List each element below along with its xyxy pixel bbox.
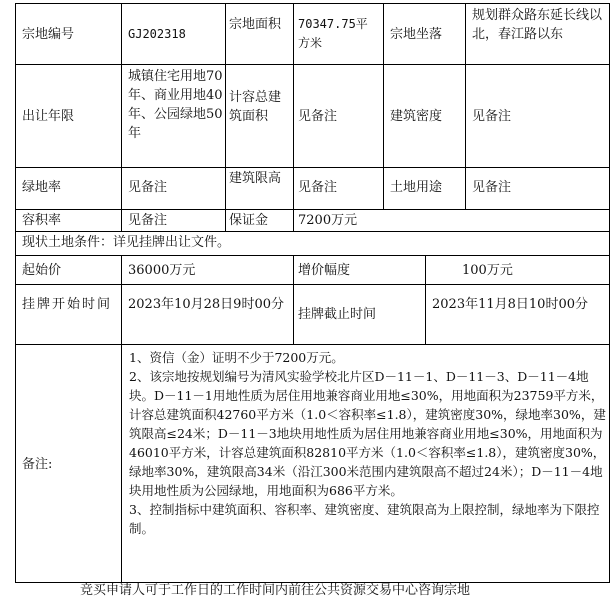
rule: [425, 255, 426, 345]
rule: [465, 3, 466, 210]
rule: [293, 255, 294, 345]
plot-ratio-label: 容积率: [22, 213, 62, 228]
rule: [15, 255, 610, 256]
rule: [121, 255, 122, 345]
rule: [293, 3, 294, 231]
floor-area-value: 见备注: [298, 109, 338, 124]
floor-area-label: 计容总建筑面积: [229, 90, 282, 124]
rule: [225, 3, 226, 231]
green-ratio-value: 见备注: [128, 180, 168, 195]
bid-increment-label: 增价幅度: [298, 263, 351, 278]
listing-start-label: 挂牌开始时间: [22, 297, 113, 312]
listing-end-label: 挂牌截止时间: [298, 307, 377, 322]
height-limit-value: 见备注: [298, 180, 338, 195]
building-density-value: 见备注: [472, 109, 512, 124]
land-use-label: 土地用途: [390, 180, 443, 195]
remark-item-2: 2、该宗地按规划编号为清风实验学校北片区D－11－1、D－11－3、D－11－4地块。D－11－1用地性质为居住用地兼容商业用地≤30%，用地面积为23759平方米，计容总建筑面积42760平方米（1.0＜容积率≤1.8），建筑密度30%，绿地率30%，建筑限高≤24米；D－11－3地块用地性质为居住用地兼容商业用地≤30%，用地面积为46010平方米，计容总建筑面积82810平方米（1.0＜容积率≤1.8），建筑密度30%，绿地率30%，建筑限高34米（沿江300米范围内建筑限高不超过24米）；D－11－4地块用地性质为公园绿地，用地面积为686平方米。: [129, 369, 606, 498]
green-ratio-label: 绿地率: [22, 180, 62, 195]
land-use-value: 见备注: [472, 180, 512, 195]
bid-increment-value: 100万元: [462, 263, 513, 278]
parcel-location-label: 宗地坐落: [390, 27, 443, 42]
transfer-term-value: 城镇住宅用地70年、商业用地40年、公园绿地50年: [128, 69, 223, 141]
rule: [15, 3, 610, 4]
rule: [15, 64, 610, 65]
parcel-number-label: 宗地编号: [22, 27, 75, 42]
remark-item-3: 3、控制指标中建筑面积、容积率、建筑密度、建筑限高为上限控制，绿地率为下限控制。: [129, 502, 600, 536]
starting-price-label: 起始价: [22, 263, 62, 278]
listing-end-value: 2023年11月8日10时00分: [432, 297, 588, 312]
deposit-value: 7200万元: [298, 213, 358, 228]
plot-ratio-value: 见备注: [128, 213, 168, 228]
parcel-number-value: GJ202318: [128, 27, 186, 41]
remark-item-1: 1、资信（金）证明不少于7200万元。: [129, 350, 344, 365]
rule: [15, 167, 610, 168]
rule: [383, 3, 384, 210]
starting-price-value: 36000万元: [128, 263, 196, 278]
height-limit-label: 建筑限高: [229, 171, 282, 186]
building-density-label: 建筑密度: [390, 109, 443, 124]
rule: [15, 231, 610, 232]
rule: [609, 3, 610, 583]
rule: [15, 344, 610, 345]
trailing-text-strip: [0, 581, 615, 598]
parcel-area-label: 宗地面积: [229, 17, 282, 32]
site-condition-text: 现状土地条件：详见挂牌出让文件。: [22, 235, 231, 250]
rule: [121, 344, 122, 583]
parcel-location-value: 规划群众路东延长线以北，春江路以东: [472, 8, 603, 42]
parcel-area-value: 70347.75平方米: [298, 17, 368, 50]
rule: [15, 209, 610, 210]
deposit-label: 保证金: [229, 213, 269, 228]
remarks-content: [129, 348, 607, 538]
trailing-text: 竞买申请人可于工作日的工作时间内前往公共资源交易中心咨询宗地: [80, 583, 471, 598]
rule: [121, 3, 122, 231]
rule: [15, 284, 610, 285]
listing-start-value: 2023年10月28日9时00分: [128, 297, 284, 312]
transfer-term-label: 出让年限: [22, 109, 75, 124]
rule: [15, 3, 16, 583]
remarks-label: 备注:: [22, 457, 53, 472]
